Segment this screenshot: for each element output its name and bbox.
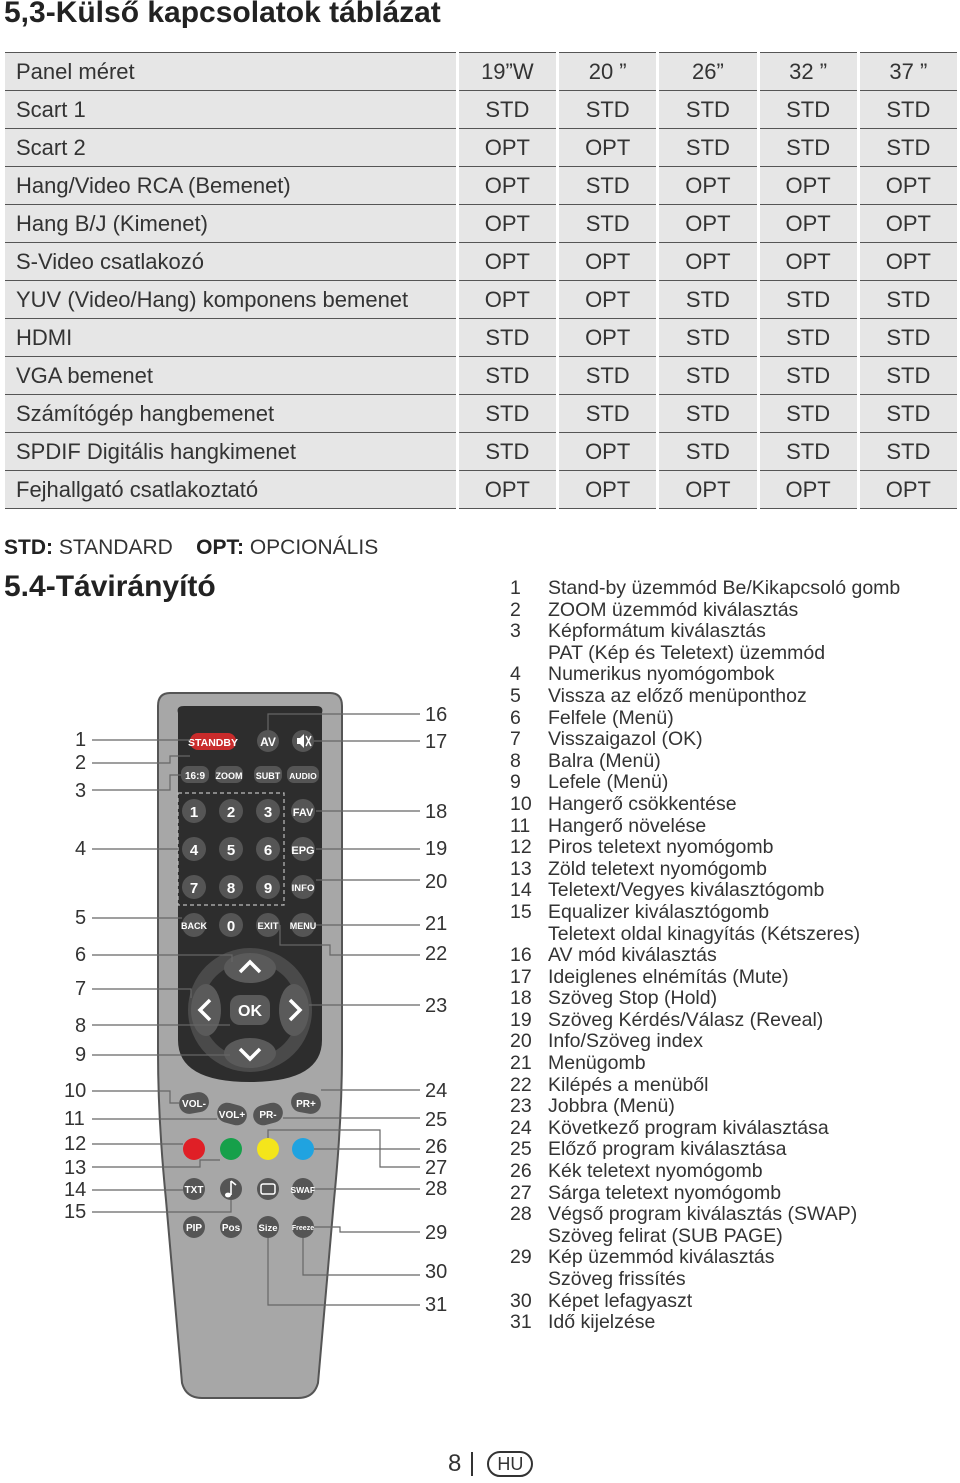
list-item	[510, 621, 950, 643]
list-item	[510, 1291, 950, 1313]
list-item	[510, 1118, 950, 1140]
cell-value: STD	[658, 281, 758, 319]
cell-value: OPT	[858, 471, 957, 509]
list-item-text: Numerikus nyomógombok	[548, 663, 775, 686]
list-item-number: 29	[510, 1246, 532, 1269]
callout-26: 26	[425, 1136, 448, 1158]
list-item-number: 21	[510, 1052, 532, 1075]
list-item-text: AV mód kiválasztás	[548, 944, 717, 967]
list-item	[510, 1031, 950, 1053]
cell-value: STD	[457, 433, 557, 471]
cell-value: STD	[457, 91, 557, 129]
cell-value: 20 ”	[558, 53, 658, 91]
cell-value: STD	[658, 433, 758, 471]
list-item-text: Hangerő csökkentése	[548, 792, 737, 815]
exit-label: EXIT	[257, 921, 279, 932]
cell-value: OPT	[658, 167, 758, 205]
callout-5: 5	[75, 907, 87, 929]
list-item	[510, 1096, 950, 1118]
list-item	[510, 1183, 950, 1205]
digit-9-label: 9	[263, 880, 273, 897]
list-item-number: 28	[510, 1203, 532, 1226]
list-item	[510, 880, 950, 902]
down-button	[224, 1038, 276, 1068]
list-item	[510, 1226, 950, 1248]
cell-value: STD	[658, 357, 758, 395]
list-item-number: 5	[510, 684, 521, 707]
ok-label: OK	[238, 1003, 262, 1020]
list-item-text: Szöveg Stop (Hold)	[548, 987, 718, 1010]
list-item-text: Képformátum kiválasztás	[548, 620, 766, 643]
callout-11: 11	[64, 1108, 85, 1130]
cell-value: STD	[858, 357, 957, 395]
digit-5-label: 5	[226, 842, 236, 859]
list-item-number: 31	[510, 1311, 532, 1334]
swap-label: SWAP	[290, 1185, 316, 1195]
list-item	[510, 600, 950, 622]
list-item	[510, 902, 950, 924]
cell-value: OPT	[457, 243, 557, 281]
yellow-button	[257, 1138, 279, 1160]
zoom-label: ZOOM	[215, 771, 243, 781]
size-label: Size	[258, 1223, 278, 1234]
callout-30: 30	[425, 1261, 448, 1283]
epg-label: EPG	[291, 845, 315, 857]
list-item	[510, 837, 950, 859]
callout-25: 25	[425, 1109, 448, 1131]
list-item-number: 22	[510, 1073, 532, 1096]
cell-value: STD	[858, 433, 957, 471]
cell-value: STD	[658, 91, 758, 129]
callout-6: 6	[75, 944, 87, 966]
list-item-text: Kék teletext nyomógomb	[548, 1160, 763, 1183]
cell-value: STD	[658, 395, 758, 433]
list-item-number: 17	[510, 965, 532, 988]
list-item-text: Balra (Menü)	[548, 749, 661, 772]
remote-function-list	[510, 578, 950, 1334]
cell-value: STD	[858, 91, 957, 129]
cell-value: OPT	[558, 471, 658, 509]
list-item-number	[510, 643, 548, 665]
list-item	[510, 1247, 950, 1269]
list-item-text: Szöveg frissítés	[548, 1268, 686, 1290]
list-item-text: Képet lefagyaszt	[548, 1289, 693, 1312]
cell-value: STD	[457, 357, 557, 395]
info-label: INFO	[291, 883, 315, 894]
vol-minus-label: VOL-	[182, 1099, 206, 1110]
callout-24: 24	[425, 1080, 448, 1102]
digit-8-label: 8	[226, 880, 236, 897]
cell-value: OPT	[658, 471, 758, 509]
list-item	[510, 1139, 950, 1161]
callout-28: 28	[425, 1178, 448, 1200]
list-item-number: 25	[510, 1138, 532, 1161]
cell-value: STD	[558, 357, 658, 395]
list-item-number: 9	[510, 771, 521, 794]
txt-label: TXT	[184, 1185, 204, 1196]
right-button	[279, 984, 309, 1036]
list-item-text: Idő kijelzése	[548, 1311, 656, 1334]
callout-18: 18	[425, 801, 448, 823]
cell-value: STD	[558, 205, 658, 243]
pr-minus-label: PR-	[259, 1110, 277, 1121]
list-item-text: Menügomb	[548, 1052, 646, 1075]
callout-15: 15	[64, 1201, 87, 1223]
cell-value: 32 ”	[758, 53, 858, 91]
digit-4-label: 4	[189, 842, 199, 859]
list-item	[510, 708, 950, 730]
list-item	[510, 794, 950, 816]
list-item	[510, 1053, 950, 1075]
callout-29: 29	[425, 1222, 448, 1244]
cell-value: OPT	[558, 281, 658, 319]
callout-19: 19	[425, 838, 448, 860]
list-item-text: Előző program kiválasztása	[548, 1138, 787, 1161]
legend-std-value: STANDARD	[58, 536, 173, 559]
list-item	[510, 988, 950, 1010]
cell-value: OPT	[457, 205, 557, 243]
cell-value: OPT	[457, 129, 557, 167]
list-item-text: ZOOM üzemmód kiválasztás	[548, 598, 799, 621]
cell-value: OPT	[758, 471, 858, 509]
list-item-number: 16	[510, 944, 532, 967]
row-label: VGA bemenet	[5, 357, 457, 395]
list-item-text: Kép üzemmód kiválasztás	[548, 1246, 775, 1269]
list-item-number: 11	[510, 814, 531, 837]
list-item-number: 18	[510, 987, 532, 1010]
list-item-number	[510, 1269, 548, 1291]
callout-16: 16	[425, 704, 448, 726]
list-item	[510, 859, 950, 881]
row-label: Fejhallgató csatlakoztató	[5, 471, 457, 509]
cell-value: STD	[558, 91, 658, 129]
freeze-label: Freeze	[291, 1225, 315, 1232]
list-item-text: Lefele (Menü)	[548, 771, 669, 794]
green-button	[220, 1138, 242, 1160]
list-item-text: Equalizer kiválasztógomb	[548, 900, 770, 923]
callout-7: 7	[75, 978, 87, 1000]
row-label: Panel méret	[5, 53, 457, 91]
cell-value: STD	[758, 91, 858, 129]
list-item-text: Szöveg felirat (SUB PAGE)	[548, 1224, 783, 1247]
list-item	[510, 967, 950, 989]
digit-3-label: 3	[263, 804, 273, 821]
list-item-text: Teletext oldal kinagyítás (Kétszeres)	[548, 922, 861, 945]
row-label: HDMI	[5, 319, 457, 357]
list-item-number: 7	[510, 728, 521, 751]
callout-17: 17	[425, 731, 448, 753]
blue-button	[292, 1138, 314, 1160]
list-item-number: 19	[510, 1008, 532, 1031]
cell-value: STD	[558, 167, 658, 205]
callout-9: 9	[75, 1044, 87, 1066]
row-label: S-Video csatlakozó	[5, 243, 457, 281]
list-item	[510, 751, 950, 773]
cell-value: STD	[558, 395, 658, 433]
page-footer	[448, 1450, 533, 1478]
row-label: SPDIF Digitális hangkimenet	[5, 433, 457, 471]
cell-value: STD	[658, 129, 758, 167]
digit-7-label: 7	[189, 880, 199, 897]
callout-10: 10	[64, 1080, 87, 1102]
cell-value: 19”W	[457, 53, 557, 91]
legend-std-key: STD:	[4, 536, 53, 559]
list-item-number: 4	[510, 663, 521, 686]
list-item-number: 1	[510, 577, 521, 599]
list-item	[510, 816, 950, 838]
callout-21: 21	[425, 913, 448, 935]
cell-value: STD	[858, 319, 957, 357]
list-item-number: 24	[510, 1116, 532, 1139]
digit-1-label: 1	[189, 804, 199, 821]
cell-value: OPT	[758, 243, 858, 281]
list-item	[510, 686, 950, 708]
list-item-text: Stand-by üzemmód Be/Kikapcsoló gomb	[548, 577, 901, 599]
digit-6-label: 6	[263, 842, 273, 859]
list-item	[510, 924, 950, 946]
cell-value: OPT	[558, 319, 658, 357]
list-item-text: Info/Szöveg index	[548, 1030, 704, 1053]
cell-value: OPT	[558, 433, 658, 471]
back-label: BACK	[181, 921, 207, 931]
vol-plus-label: VOL+	[218, 1110, 246, 1121]
row-label: Hang/Video RCA (Bemenet)	[5, 167, 457, 205]
row-label: YUV (Video/Hang) komponens bemenet	[5, 281, 457, 319]
list-item-number: 3	[510, 620, 521, 643]
list-item	[510, 772, 950, 794]
legend-opt-key: OPT:	[196, 536, 244, 559]
row-label: Számítógép hangbemenet	[5, 395, 457, 433]
list-item-text: Kilépés a menüből	[548, 1073, 709, 1096]
list-item-number: 6	[510, 706, 521, 729]
callout-23: 23	[425, 995, 448, 1017]
list-item-text: PAT (Kép és Teletext) üzemmód	[548, 641, 826, 664]
cell-value: STD	[457, 319, 557, 357]
callout-3: 3	[75, 780, 87, 802]
list-item	[510, 578, 950, 600]
cell-value: OPT	[457, 471, 557, 509]
list-item-number: 8	[510, 749, 521, 772]
cell-value: OPT	[858, 205, 957, 243]
list-item-text: Teletext/Vegyes kiválasztógomb	[548, 879, 825, 902]
list-item-text: Piros teletext nyomógomb	[548, 836, 774, 859]
cell-value: OPT	[457, 167, 557, 205]
pr-plus-label: PR+	[296, 1099, 316, 1110]
list-item-text: Végső program kiválasztás (SWAP)	[548, 1203, 858, 1226]
list-item-number: 13	[510, 857, 532, 880]
cell-value: STD	[658, 319, 758, 357]
section-title: 5.4-Távirányító	[4, 570, 216, 603]
row-label: Scart 1	[5, 91, 457, 129]
list-item	[510, 643, 950, 665]
callout-14: 14	[64, 1179, 87, 1201]
cell-value: OPT	[558, 243, 658, 281]
list-item	[510, 945, 950, 967]
cell-value: OPT	[658, 243, 758, 281]
legend-opt-value: OPCIONÁLIS	[249, 536, 379, 559]
cell-value: OPT	[457, 281, 557, 319]
list-item-number: 12	[510, 836, 532, 859]
page-number: 8	[448, 1450, 462, 1477]
subt-label: SUBT	[255, 771, 281, 781]
list-item-text: Következő program kiválasztása	[548, 1116, 829, 1139]
callout-2: 2	[75, 752, 87, 774]
pos-label: Pos	[221, 1223, 241, 1234]
list-item-text: Zöld teletext nyomógomb	[548, 857, 767, 880]
list-item-text: Visszaigazol (OK)	[548, 728, 703, 751]
list-item-text: Szöveg Kérdés/Válasz (Reveal)	[548, 1008, 824, 1031]
callout-4: 4	[75, 838, 87, 860]
list-item-number: 10	[510, 792, 532, 815]
list-item	[510, 1204, 950, 1226]
av-label: AV	[260, 735, 276, 749]
callout-13: 13	[64, 1157, 87, 1179]
left-button	[191, 984, 221, 1036]
list-item	[510, 1312, 950, 1334]
cell-value: OPT	[558, 129, 658, 167]
callout-31: 31	[425, 1294, 448, 1316]
footer-separator	[471, 1452, 473, 1476]
callout-1: 1	[75, 729, 87, 751]
digit-2-label: 2	[226, 804, 236, 821]
list-item-number: 26	[510, 1160, 532, 1183]
list-item-number	[510, 1226, 548, 1248]
cell-value: OPT	[658, 205, 758, 243]
red-button	[183, 1138, 205, 1160]
list-item-number: 14	[510, 879, 532, 902]
menu-label: MENU	[289, 921, 317, 931]
cell-value: OPT	[858, 167, 957, 205]
list-item-text: Ideiglenes elnémítás (Mute)	[548, 965, 789, 988]
list-item	[510, 1075, 950, 1097]
list-item-number: 15	[510, 900, 532, 923]
cell-value: STD	[758, 319, 858, 357]
list-item-text: Sárga teletext nyomógomb	[548, 1181, 782, 1204]
callout-8: 8	[75, 1015, 87, 1037]
fav-label: FAV	[292, 807, 314, 819]
cell-value: STD	[457, 395, 557, 433]
language-badge: HU	[487, 1451, 533, 1477]
cell-value: STD	[758, 433, 858, 471]
row-label: Scart 2	[5, 129, 457, 167]
digit-0-label: 0	[226, 918, 236, 935]
cell-value: OPT	[758, 205, 858, 243]
list-item	[510, 729, 950, 751]
cell-value: STD	[758, 129, 858, 167]
cell-value: OPT	[758, 167, 858, 205]
cell-value: 26”	[658, 53, 758, 91]
cell-value: STD	[858, 281, 957, 319]
list-item-text: Vissza az előző menüponthoz	[548, 684, 807, 707]
callout-27: 27	[425, 1157, 448, 1179]
cell-value: OPT	[858, 243, 957, 281]
audio-label: AUDIO	[289, 771, 317, 781]
list-item-number: 20	[510, 1030, 532, 1053]
cell-value: STD	[858, 395, 957, 433]
list-item-number: 30	[510, 1289, 532, 1312]
list-item	[510, 664, 950, 686]
list-item-number	[510, 924, 548, 946]
list-item-number: 23	[510, 1095, 532, 1118]
list-item-number: 27	[510, 1181, 532, 1204]
list-item-text: Felfele (Menü)	[548, 706, 674, 729]
ratio-label: 16:9	[184, 771, 206, 782]
list-item	[510, 1269, 950, 1291]
list-item-text: Hangerő növelése	[548, 814, 707, 837]
standby-label: STANDBY	[188, 737, 238, 749]
page-title: 5,3-Külső kapcsolatok táblázat	[4, 0, 441, 29]
row-label: Hang B/J (Kimenet)	[5, 205, 457, 243]
callout-12: 12	[64, 1133, 87, 1155]
cell-value: STD	[758, 357, 858, 395]
pip-label: PIP	[185, 1223, 203, 1234]
list-item-number: 2	[510, 598, 521, 621]
cell-value: STD	[858, 129, 957, 167]
callout-22: 22	[425, 943, 448, 965]
list-item	[510, 1010, 950, 1032]
cell-value: STD	[758, 281, 858, 319]
list-item	[510, 1161, 950, 1183]
cell-value: 37 ”	[858, 53, 957, 91]
callout-20: 20	[425, 871, 448, 893]
list-item-text: Jobbra (Menü)	[548, 1095, 675, 1118]
cell-value: STD	[758, 395, 858, 433]
